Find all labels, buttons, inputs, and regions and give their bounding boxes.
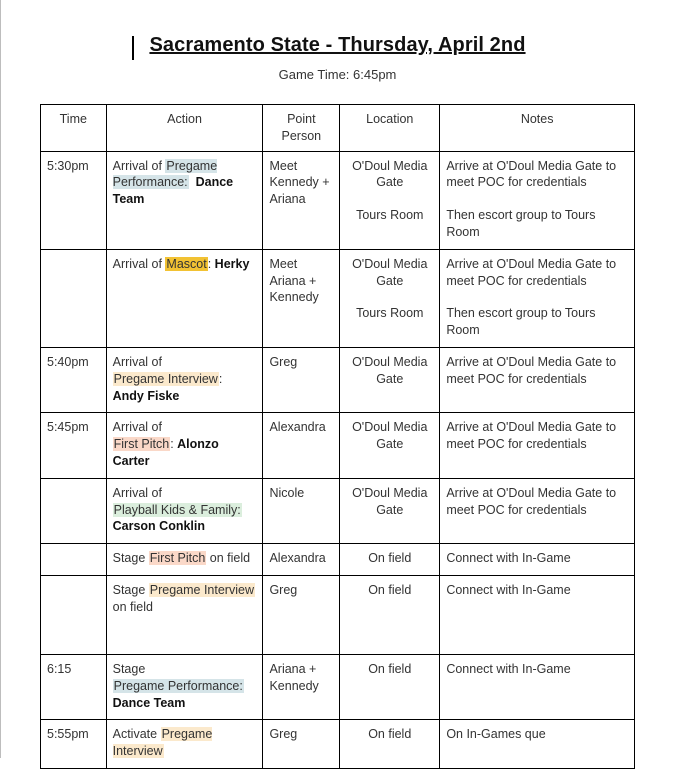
action-prefix: Arrival of xyxy=(112,158,166,173)
action-highlight-text: Pregame Performance: xyxy=(112,158,218,190)
cell-point-person[interactable]: Meet Ariana + Kennedy xyxy=(263,249,340,347)
header-action[interactable]: Action xyxy=(106,105,263,152)
action-bold-text: Dance Team xyxy=(112,175,234,207)
cell-time[interactable]: 6:15 xyxy=(41,654,107,719)
action-bold-text: Dance Team xyxy=(112,695,186,710)
cell-location[interactable] xyxy=(340,544,440,576)
location-secondary: Tours Room xyxy=(356,208,424,223)
table-row xyxy=(41,654,635,719)
notes-secondary: Then escort group to Tours Room xyxy=(446,208,596,239)
header-location[interactable]: Location xyxy=(340,105,440,152)
action-highlight-text: Mascot xyxy=(166,256,207,271)
header-notes[interactable]: Notes xyxy=(440,105,635,152)
cell-time[interactable] xyxy=(41,249,107,347)
text-cursor xyxy=(132,36,134,60)
action-highlight-text: Pregame Interview xyxy=(113,371,218,386)
table-row xyxy=(41,544,635,576)
notes-primary: Connect with In-Game xyxy=(446,661,571,676)
location-primary: O'Doul Media Gate xyxy=(352,420,428,452)
action-prefix: Stage xyxy=(112,551,149,566)
header-time[interactable]: Time xyxy=(41,105,107,152)
cell-point-person[interactable]: Greg xyxy=(263,720,340,769)
table-row xyxy=(41,720,635,769)
location-primary: O'Doul Media Gate xyxy=(352,485,428,517)
cell-location[interactable] xyxy=(340,249,440,347)
cell-notes[interactable] xyxy=(440,544,635,576)
cell-time[interactable]: 5:30pm xyxy=(41,151,107,249)
action-separator: : xyxy=(218,371,223,386)
cell-location[interactable] xyxy=(340,575,440,654)
action-highlight-text: Pregame Performance: xyxy=(113,678,243,693)
cell-location[interactable] xyxy=(340,151,440,249)
cell-notes[interactable] xyxy=(440,654,635,719)
action-separator: : xyxy=(170,437,178,452)
table-header-row xyxy=(41,105,635,152)
location-primary: On field xyxy=(368,582,412,597)
notes-primary: Arrive at O'Doul Media Gate to meet POC for credentials xyxy=(446,256,617,288)
notes-secondary: Then escort group to Tours Room xyxy=(446,306,596,338)
location-primary: On field xyxy=(368,661,412,676)
cell-point-person[interactable]: Nicole xyxy=(263,478,340,543)
location-secondary: Tours Room xyxy=(356,306,424,321)
cell-point-person[interactable]: Greg xyxy=(263,575,340,654)
action-prefix: Arrival of xyxy=(112,420,162,435)
cell-action[interactable] xyxy=(106,575,263,654)
cell-location[interactable] xyxy=(340,413,440,478)
cell-location[interactable] xyxy=(340,347,440,412)
game-time-subtitle[interactable]: Game Time: 6:45pm xyxy=(278,67,397,82)
cell-point-person[interactable]: Alexandra xyxy=(263,544,340,576)
table-row xyxy=(41,413,635,478)
cell-notes[interactable] xyxy=(440,249,635,347)
document-title[interactable]: Sacramento State - Thursday, April 2nd xyxy=(149,34,526,56)
schedule-table xyxy=(40,104,635,769)
table-row xyxy=(41,575,635,654)
cell-notes[interactable] xyxy=(440,575,635,654)
cell-point-person[interactable]: Alexandra xyxy=(263,413,340,478)
cell-location[interactable] xyxy=(340,478,440,543)
action-suffix: on field xyxy=(206,551,251,566)
action-bold-text: Carson Conklin xyxy=(112,519,205,534)
location-primary: On field xyxy=(368,551,412,566)
action-prefix: Arrival of xyxy=(112,485,162,500)
cell-action[interactable] xyxy=(106,720,263,769)
action-prefix: Stage xyxy=(112,582,149,597)
cell-time[interactable] xyxy=(41,575,107,654)
table-row xyxy=(41,249,635,347)
cell-action[interactable] xyxy=(106,654,263,719)
cell-time[interactable]: 5:45pm xyxy=(41,413,107,478)
notes-primary: Connect with In-Game xyxy=(446,582,571,597)
cell-time[interactable]: 5:40pm xyxy=(41,347,107,412)
cell-notes[interactable] xyxy=(440,151,635,249)
action-highlight-text: Playball Kids & Family: xyxy=(113,502,241,517)
cell-time[interactable]: 5:55pm xyxy=(41,720,107,769)
cell-notes[interactable] xyxy=(440,347,635,412)
cell-notes[interactable] xyxy=(440,720,635,769)
cell-notes[interactable] xyxy=(440,478,635,543)
action-separator: : xyxy=(207,256,215,271)
table-row xyxy=(41,478,635,543)
location-primary: O'Doul Media Gate xyxy=(352,256,428,288)
cell-point-person[interactable]: Ariana + Kennedy xyxy=(263,654,340,719)
location-primary: On field xyxy=(368,727,412,742)
action-prefix: Arrival of xyxy=(112,256,166,271)
action-highlight-text: Pregame Interview xyxy=(149,582,254,597)
action-bold-text: Herky xyxy=(214,256,250,271)
cell-time[interactable] xyxy=(41,478,107,543)
notes-primary: Arrive at O'Doul Media Gate to meet POC for credentials xyxy=(446,354,617,386)
action-prefix: Arrival of xyxy=(112,354,162,369)
header-point-person[interactable]: Point Person xyxy=(263,105,340,152)
cell-point-person[interactable]: Greg xyxy=(263,347,340,412)
action-prefix: Activate xyxy=(112,727,161,742)
cell-action[interactable] xyxy=(106,347,263,412)
notes-primary: Arrive at O'Doul Media Gate to meet POC for credentials xyxy=(446,420,617,452)
notes-primary: Connect with In-Game xyxy=(446,551,571,566)
cell-action[interactable] xyxy=(106,544,263,576)
notes-primary: Arrive at O'Doul Media Gate to meet POC for credentials xyxy=(446,485,617,517)
action-highlight-text: Pregame Interview xyxy=(112,727,213,759)
cell-notes[interactable] xyxy=(440,413,635,478)
table-row xyxy=(41,347,635,412)
cell-action[interactable] xyxy=(106,478,263,543)
notes-primary: On In-Games que xyxy=(446,727,546,742)
location-primary: O'Doul Media Gate xyxy=(352,158,428,190)
notes-primary: Arrive at O'Doul Media Gate to meet POC for credentials xyxy=(446,158,617,190)
cell-location[interactable] xyxy=(340,654,440,719)
action-prefix: Stage xyxy=(112,661,146,676)
action-highlight-text: First Pitch xyxy=(149,551,206,566)
cell-location[interactable] xyxy=(340,720,440,769)
cell-action[interactable] xyxy=(106,249,263,347)
action-suffix: on field xyxy=(112,599,153,614)
action-bold-text: Alonzo Carter xyxy=(112,437,219,468)
cell-action[interactable] xyxy=(106,151,263,249)
cell-action[interactable] xyxy=(106,413,263,478)
cell-point-person[interactable]: Meet Kennedy + Ariana xyxy=(263,151,340,249)
table-row xyxy=(41,151,635,249)
action-bold-text: Andy Fiske xyxy=(112,388,180,403)
location-primary: O'Doul Media Gate xyxy=(352,354,428,386)
cell-time[interactable] xyxy=(41,544,107,576)
page-left-edge xyxy=(0,0,1,758)
action-highlight-text: First Pitch xyxy=(113,437,170,452)
